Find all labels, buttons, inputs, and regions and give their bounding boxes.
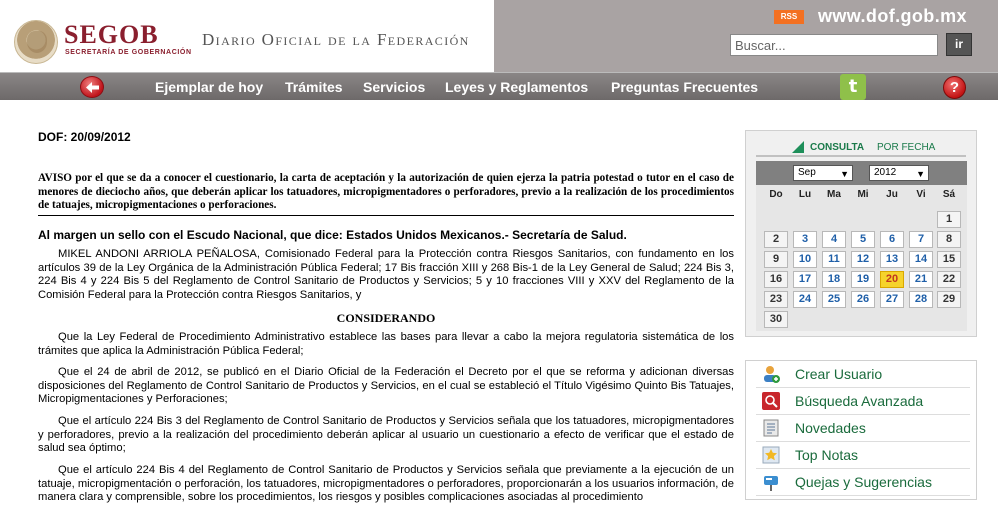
calendar-panel	[756, 161, 967, 331]
nav-servicios[interactable]: Servicios	[363, 79, 426, 95]
calendar-day[interactable]: 2	[764, 231, 788, 248]
site-url[interactable]: www.dof.gob.mx	[818, 6, 967, 26]
calendar-day[interactable]: 24	[793, 291, 817, 308]
link-label: Top Notas	[795, 447, 859, 463]
chevron-down-icon: ▼	[916, 169, 925, 179]
weekday-label: Ma	[827, 189, 841, 200]
chevron-down-icon: ▼	[840, 169, 849, 179]
calendar-day[interactable]: 3	[793, 231, 817, 248]
calendar-header	[756, 135, 966, 157]
month-value: Sep	[798, 167, 816, 178]
calendar-day[interactable]: 25	[822, 291, 846, 308]
link-label: Novedades	[795, 420, 866, 436]
header-left	[0, 0, 494, 72]
calendar-day[interactable]: 27	[880, 291, 904, 308]
help-icon[interactable]: ?	[943, 76, 966, 99]
calendar-day[interactable]: 19	[851, 271, 875, 288]
considerando-heading: CONSIDERANDO	[336, 311, 436, 325]
rss-icon[interactable]: RSS	[774, 10, 804, 24]
link-label: Búsqueda Avanzada	[795, 393, 924, 409]
link-novedades[interactable]	[756, 415, 970, 442]
calendar-title: CONSULTA	[810, 142, 865, 153]
segob-subtitle: SECRETARÍA DE GOBERNACIÓN	[65, 49, 192, 56]
link-busqueda-avanzada[interactable]	[756, 388, 970, 415]
calendar-day[interactable]: 6	[880, 231, 904, 248]
calendar-day[interactable]: 10	[793, 251, 817, 268]
calendar-day[interactable]: 12	[851, 251, 875, 268]
calendar-day[interactable]: 18	[822, 271, 846, 288]
search-input[interactable]	[730, 34, 938, 56]
weekday-label: Lu	[798, 189, 812, 200]
nav-preguntas-frecuentes[interactable]: Preguntas Frecuentes	[611, 79, 759, 95]
divider	[38, 215, 734, 216]
add-user-icon	[762, 365, 780, 383]
paragraph-2: Que el 24 de abril de 2012, se publicó en el Diario Oficial de la Federación el Decreto por el que se reforma y adicionan diversas disposiciones del Reglamento de Control Sanitario de Productos y Servicios, en el cual se estableció el Título Vigésimo Quinto Bis Tatuajes, Micropigmentaciones y Perforaciones;	[38, 366, 734, 406]
calendar-day-today[interactable]: 20	[880, 271, 904, 288]
year-value: 2012	[874, 167, 897, 178]
link-top-notas[interactable]	[756, 442, 970, 469]
calendar-day[interactable]: 13	[880, 251, 904, 268]
paragraph-1: Que la Ley Federal de Procedimiento Administrativo establece las bases para llevar a cabo la mejora regulatoria sistemática de los trámites que aplica la Administración Pública Federal;	[38, 331, 734, 357]
calendar-day[interactable]: 16	[764, 271, 788, 288]
header	[0, 0, 998, 72]
calendar-day[interactable]: 1	[937, 211, 961, 228]
calendar-day[interactable]: 28	[909, 291, 933, 308]
calendar-day[interactable]: 14	[909, 251, 933, 268]
calendar-subtitle: POR FECHA	[877, 142, 936, 153]
weekday-label: Vi	[916, 189, 926, 200]
link-crear-usuario[interactable]	[756, 361, 970, 388]
search-icon	[762, 392, 780, 410]
calendar-day[interactable]: 17	[793, 271, 817, 288]
calendar-day[interactable]: 9	[764, 251, 788, 268]
calendar-day[interactable]: 11	[822, 251, 846, 268]
calendar-widget	[745, 130, 977, 337]
paragraph-4: Que el artículo 224 Bis 4 del Reglamento de Control Sanitario de Productos y Servicios señala que previamente a la ejecución de un tatuaje, micropigmentación o perforación, los tatuadores, micropigmentadores o perforadores, proporcionarán a los usuarios información, de manera clara y comprensible, sobre los procedimientos, los riesgos y posibles complicaciones asociadas al procedimiento	[38, 464, 734, 504]
article	[38, 130, 734, 504]
nav-leyes-reglamentos[interactable]: Leyes y Reglamentos	[445, 79, 589, 95]
corner-arrow-icon	[792, 141, 804, 153]
side-links	[745, 360, 977, 500]
calendar-day[interactable]: 30	[764, 311, 788, 328]
publication-date: DOF: 20/09/2012	[38, 130, 131, 144]
calendar-day[interactable]: 5	[851, 231, 875, 248]
calendar-controls	[756, 161, 967, 185]
calendar-day[interactable]: 22	[937, 271, 961, 288]
calendar-day[interactable]: 23	[764, 291, 788, 308]
back-arrow-icon[interactable]	[80, 76, 104, 98]
document-icon	[762, 419, 780, 437]
calendar-day[interactable]: 29	[937, 291, 961, 308]
intro-paragraph: MIKEL ANDONI ARRIOLA PEÑALOSA, Comisionado Federal para la Protección contra Riesgos Sanitarios, con fundamento en los artículos 39 de la Ley Orgánica de la Administración Pública Federal; 17 Bis fracción XIII y 268 Bis-1 de la Ley General de Salud; 224 Bis 3, 224 Bis 4 y 224 Bis 5 del Reglamento de Control Sanitario de Productos y Servicios; 5 y 10 fracciones VIII y XXV del Reglamento de la Comisión Federal para la Protección contra Riesgos Sanitarios, y	[38, 248, 734, 302]
calendar-day[interactable]: 21	[909, 271, 933, 288]
article-title: AVISO por el que se da a conocer el cuestionario, la carta de aceptación y la autorización de quien ejerza la patria potestad o tutor en el caso de menores de dieciocho años, que deberán aplicar los tatuadores, micropigmentadores o perforadores, previo a la realización de los procedimientos de tatuajes, micropigmentaciones o perforaciones.	[38, 172, 734, 212]
segob-logo[interactable]: SEGOB	[64, 20, 159, 49]
site-title[interactable]: Diario Oficial de la Federación	[202, 30, 470, 49]
national-seal-icon	[14, 20, 58, 64]
weekday-label: Sá	[942, 189, 956, 200]
margin-note: Al margen un sello con el Escudo Nacional, que dice: Estados Unidos Mexicanos.- Secretaría de Salud.	[38, 228, 627, 242]
calendar-day[interactable]: 4	[822, 231, 846, 248]
main-nav	[0, 72, 998, 100]
link-quejas-sugerencias[interactable]	[756, 469, 970, 496]
search-button[interactable]: ir	[946, 33, 972, 56]
calendar-day[interactable]: 15	[937, 251, 961, 268]
nav-tramites[interactable]: Trámites	[285, 79, 343, 95]
weekday-label: Ju	[886, 189, 898, 200]
calendar-day[interactable]: 7	[909, 231, 933, 248]
weekday-label: Do	[769, 189, 783, 200]
link-label: Quejas y Sugerencias	[795, 474, 932, 490]
paragraph-3: Que el artículo 224 Bis 3 del Reglamento de Control Sanitario de Productos y Servicios señala que los tatuadores, micropigmentadores y perforadores, previo a la realización del procedimiento deberán aplicar al usuario un cuestionario a efecto de verificar que el estado de salud sea óptimo;	[38, 415, 734, 455]
mailbox-icon	[762, 473, 780, 491]
weekday-label: Mi	[857, 189, 869, 200]
twitter-icon[interactable]: t	[840, 74, 866, 100]
year-select[interactable]	[869, 165, 929, 181]
calendar-day[interactable]: 8	[937, 231, 961, 248]
star-icon	[762, 446, 780, 464]
calendar-day[interactable]: 26	[851, 291, 875, 308]
nav-ejemplar-de-hoy[interactable]: Ejemplar de hoy	[155, 79, 264, 95]
link-label: Crear Usuario	[795, 366, 883, 382]
month-select[interactable]	[793, 165, 853, 181]
